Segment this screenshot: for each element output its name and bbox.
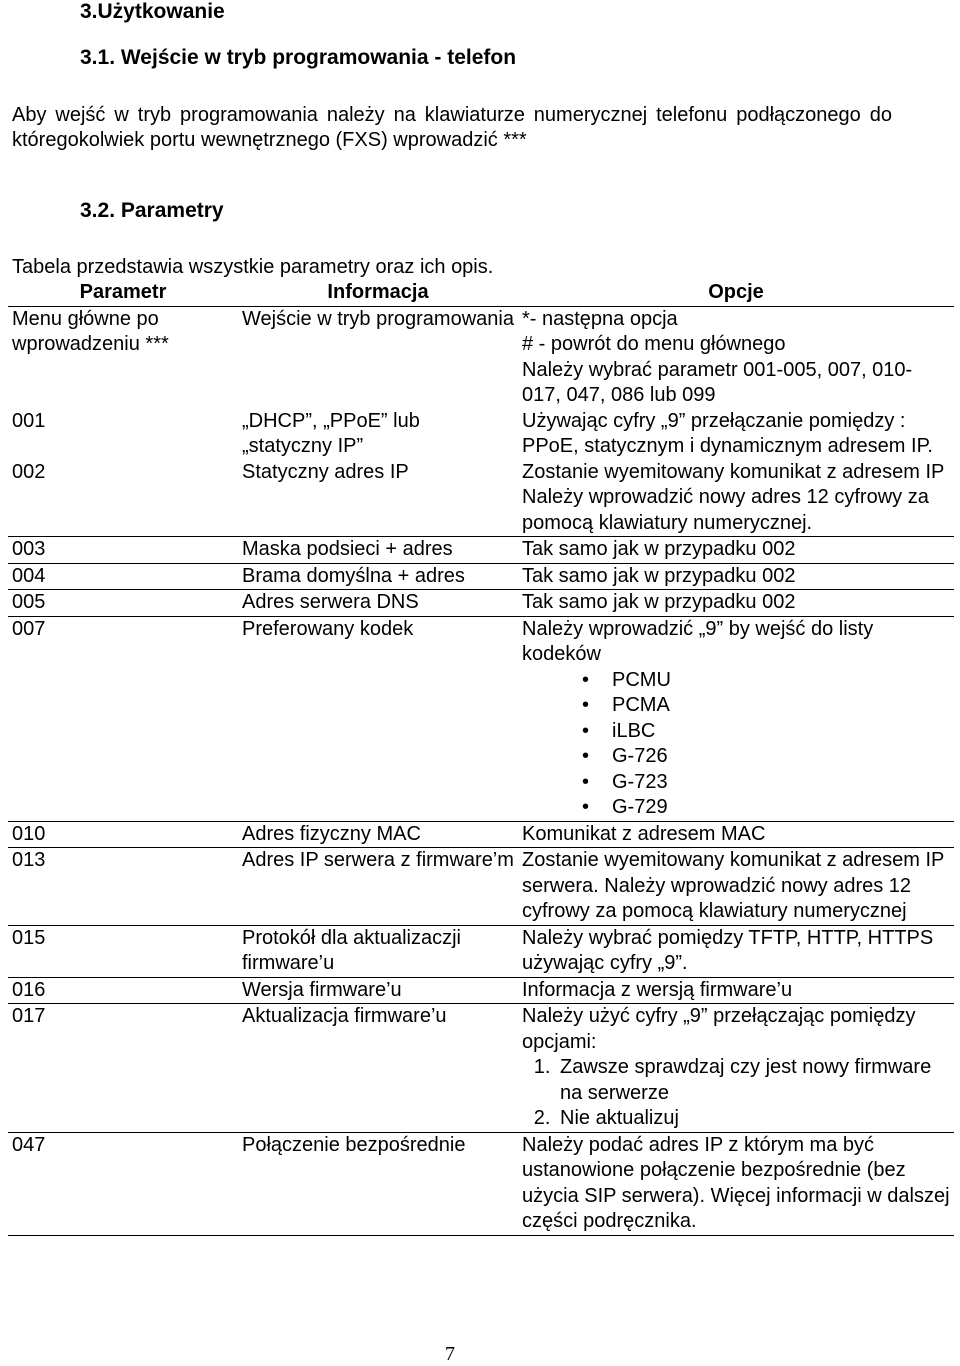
info-cell: Statyczny adres IP (238, 460, 518, 537)
update-choice-list (522, 1055, 950, 1132)
codec-item: • G-723 (582, 770, 950, 796)
table-row (8, 1132, 954, 1235)
options-cell: Tak samo jak w przypadku 002 (518, 590, 954, 617)
header-options: Opcje (518, 280, 954, 306)
codec-item: • PCMU (582, 668, 950, 694)
parameters-table (8, 280, 954, 1236)
options-cell: Komunikat z adresem MAC (518, 821, 954, 848)
codec-item: • G-729 (582, 795, 950, 821)
info-cell: Adres IP serwera z firmware’m (238, 848, 518, 926)
page-number: 7 (445, 1343, 455, 1365)
param-cell: 047 (8, 1132, 238, 1235)
table-row (8, 563, 954, 590)
header-info: Informacja (238, 280, 518, 306)
options-cell: Zostanie wyemitowany komunikat z adresem IP serwera. Należy wprowadzić nowy adres 12 cyfrowy za pomocą klawiatury numerycznej (518, 848, 954, 926)
option-line: Należy wprowadzić „9” by wejść do listy kodeków (522, 617, 874, 665)
param-cell: 005 (8, 590, 238, 617)
option-line: Należy wprowadzić nowy adres 12 cyfrowy za pomocą klawiatury numerycznej. (522, 486, 929, 534)
table-row (8, 306, 954, 409)
param-cell: 015 (8, 925, 238, 977)
param-cell: Menu główne po wprowadzeniu *** (12, 307, 169, 355)
options-cell: Należy podać adres IP z którym ma być ustanowione połączenie bezpośrednie (bez użycia SIP serwera). Więcej informacji w dalszej części podręcznika. (518, 1132, 954, 1235)
info-cell: „DHCP”, „PPoE” lub „statyczny IP” (242, 409, 420, 457)
options-cell (518, 616, 954, 821)
info-cell: Protokół dla aktualizaczji firmware’u (238, 925, 518, 977)
option-line: Należy wybrać parametr 001-005, 007, 010-017, 047, 086 lub 099 (522, 358, 913, 406)
subsection-title-mode: 3.1. Wejście w tryb programowania - telefon (80, 46, 517, 69)
info-cell: Brama domyślna + adres (238, 563, 518, 590)
info-cell: Wersja firmware’u (238, 977, 518, 1004)
info-cell: Preferowany kodek (238, 616, 518, 821)
table-caption: Tabela przedstawia wszystkie parametry oraz ich opis. (12, 256, 494, 278)
options-cell: Tak samo jak w przypadku 002 (518, 537, 954, 564)
options-cell: Tak samo jak w przypadku 002 (518, 563, 954, 590)
param-cell: 016 (8, 977, 238, 1004)
option-line: *- następna opcja (522, 307, 678, 330)
choice-item: 1. Zawsze sprawdzaj czy jest nowy firmware na serwerze (556, 1055, 950, 1106)
table-row (8, 977, 954, 1004)
option-line: Należy użyć cyfry „9” przełączając pomiędzy opcjami: (522, 1005, 916, 1053)
info-cell: Aktualizacja firmware’u (238, 1004, 518, 1133)
table-row (8, 616, 954, 821)
header-param: Parametr (8, 280, 238, 306)
options-cell: Należy wybrać pomiędzy TFTP, HTTP, HTTPS używając cyfry „9”. (518, 925, 954, 977)
intro-paragraph: Aby wejść w tryb programowania należy na klawiaturze numerycznej telefonu podłączonego do któregokolwiek portu wewnętrznego (FXS) wprowadzić *** (12, 104, 892, 151)
options-cell: Informacja z wersją firmware’u (518, 977, 954, 1004)
table-row (8, 537, 954, 564)
options-cell (518, 460, 954, 537)
option-line: Zostanie wyemitowany komunikat z adresem IP (522, 460, 945, 483)
param-cell: 013 (8, 848, 238, 926)
table-header-row (8, 280, 954, 306)
codec-item: • PCMA (582, 693, 950, 719)
table-row (8, 590, 954, 617)
info-cell: Adres serwera DNS (238, 590, 518, 617)
param-cell: 007 (8, 616, 238, 821)
codec-list (522, 668, 950, 821)
info-cell: Adres fizyczny MAC (238, 821, 518, 848)
codec-item: • G-726 (582, 744, 950, 770)
option-line: # - powrót do menu głównego (522, 333, 786, 355)
param-cell: 001 (12, 409, 46, 432)
info-cell: Wejście w tryb programowania (242, 307, 514, 330)
table-row (8, 848, 954, 926)
param-cell: 003 (8, 537, 238, 564)
subsection-title-params: 3.2. Parametry (80, 199, 224, 222)
param-cell: 002 (8, 460, 238, 537)
param-cell: 010 (8, 821, 238, 848)
param-cell: 004 (8, 563, 238, 590)
codec-item: • iLBC (582, 719, 950, 745)
options-cell (518, 1004, 954, 1133)
param-cell: 017 (8, 1004, 238, 1133)
choice-item: 2. Nie aktualizuj (556, 1106, 950, 1132)
table-row (8, 821, 954, 848)
section-title: 3.Użytkowanie (80, 0, 225, 23)
table-row (8, 460, 954, 537)
table-row (8, 1004, 954, 1133)
options-cell: Używając cyfry „9” przełączanie pomiędzy : PPoE, statycznym i dynamicznym adresem IP. (522, 409, 933, 457)
info-cell: Maska podsieci + adres (238, 537, 518, 564)
info-cell: Połączenie bezpośrednie (238, 1132, 518, 1235)
options-cell (518, 306, 954, 409)
table-row (8, 925, 954, 977)
table-row (8, 409, 954, 460)
